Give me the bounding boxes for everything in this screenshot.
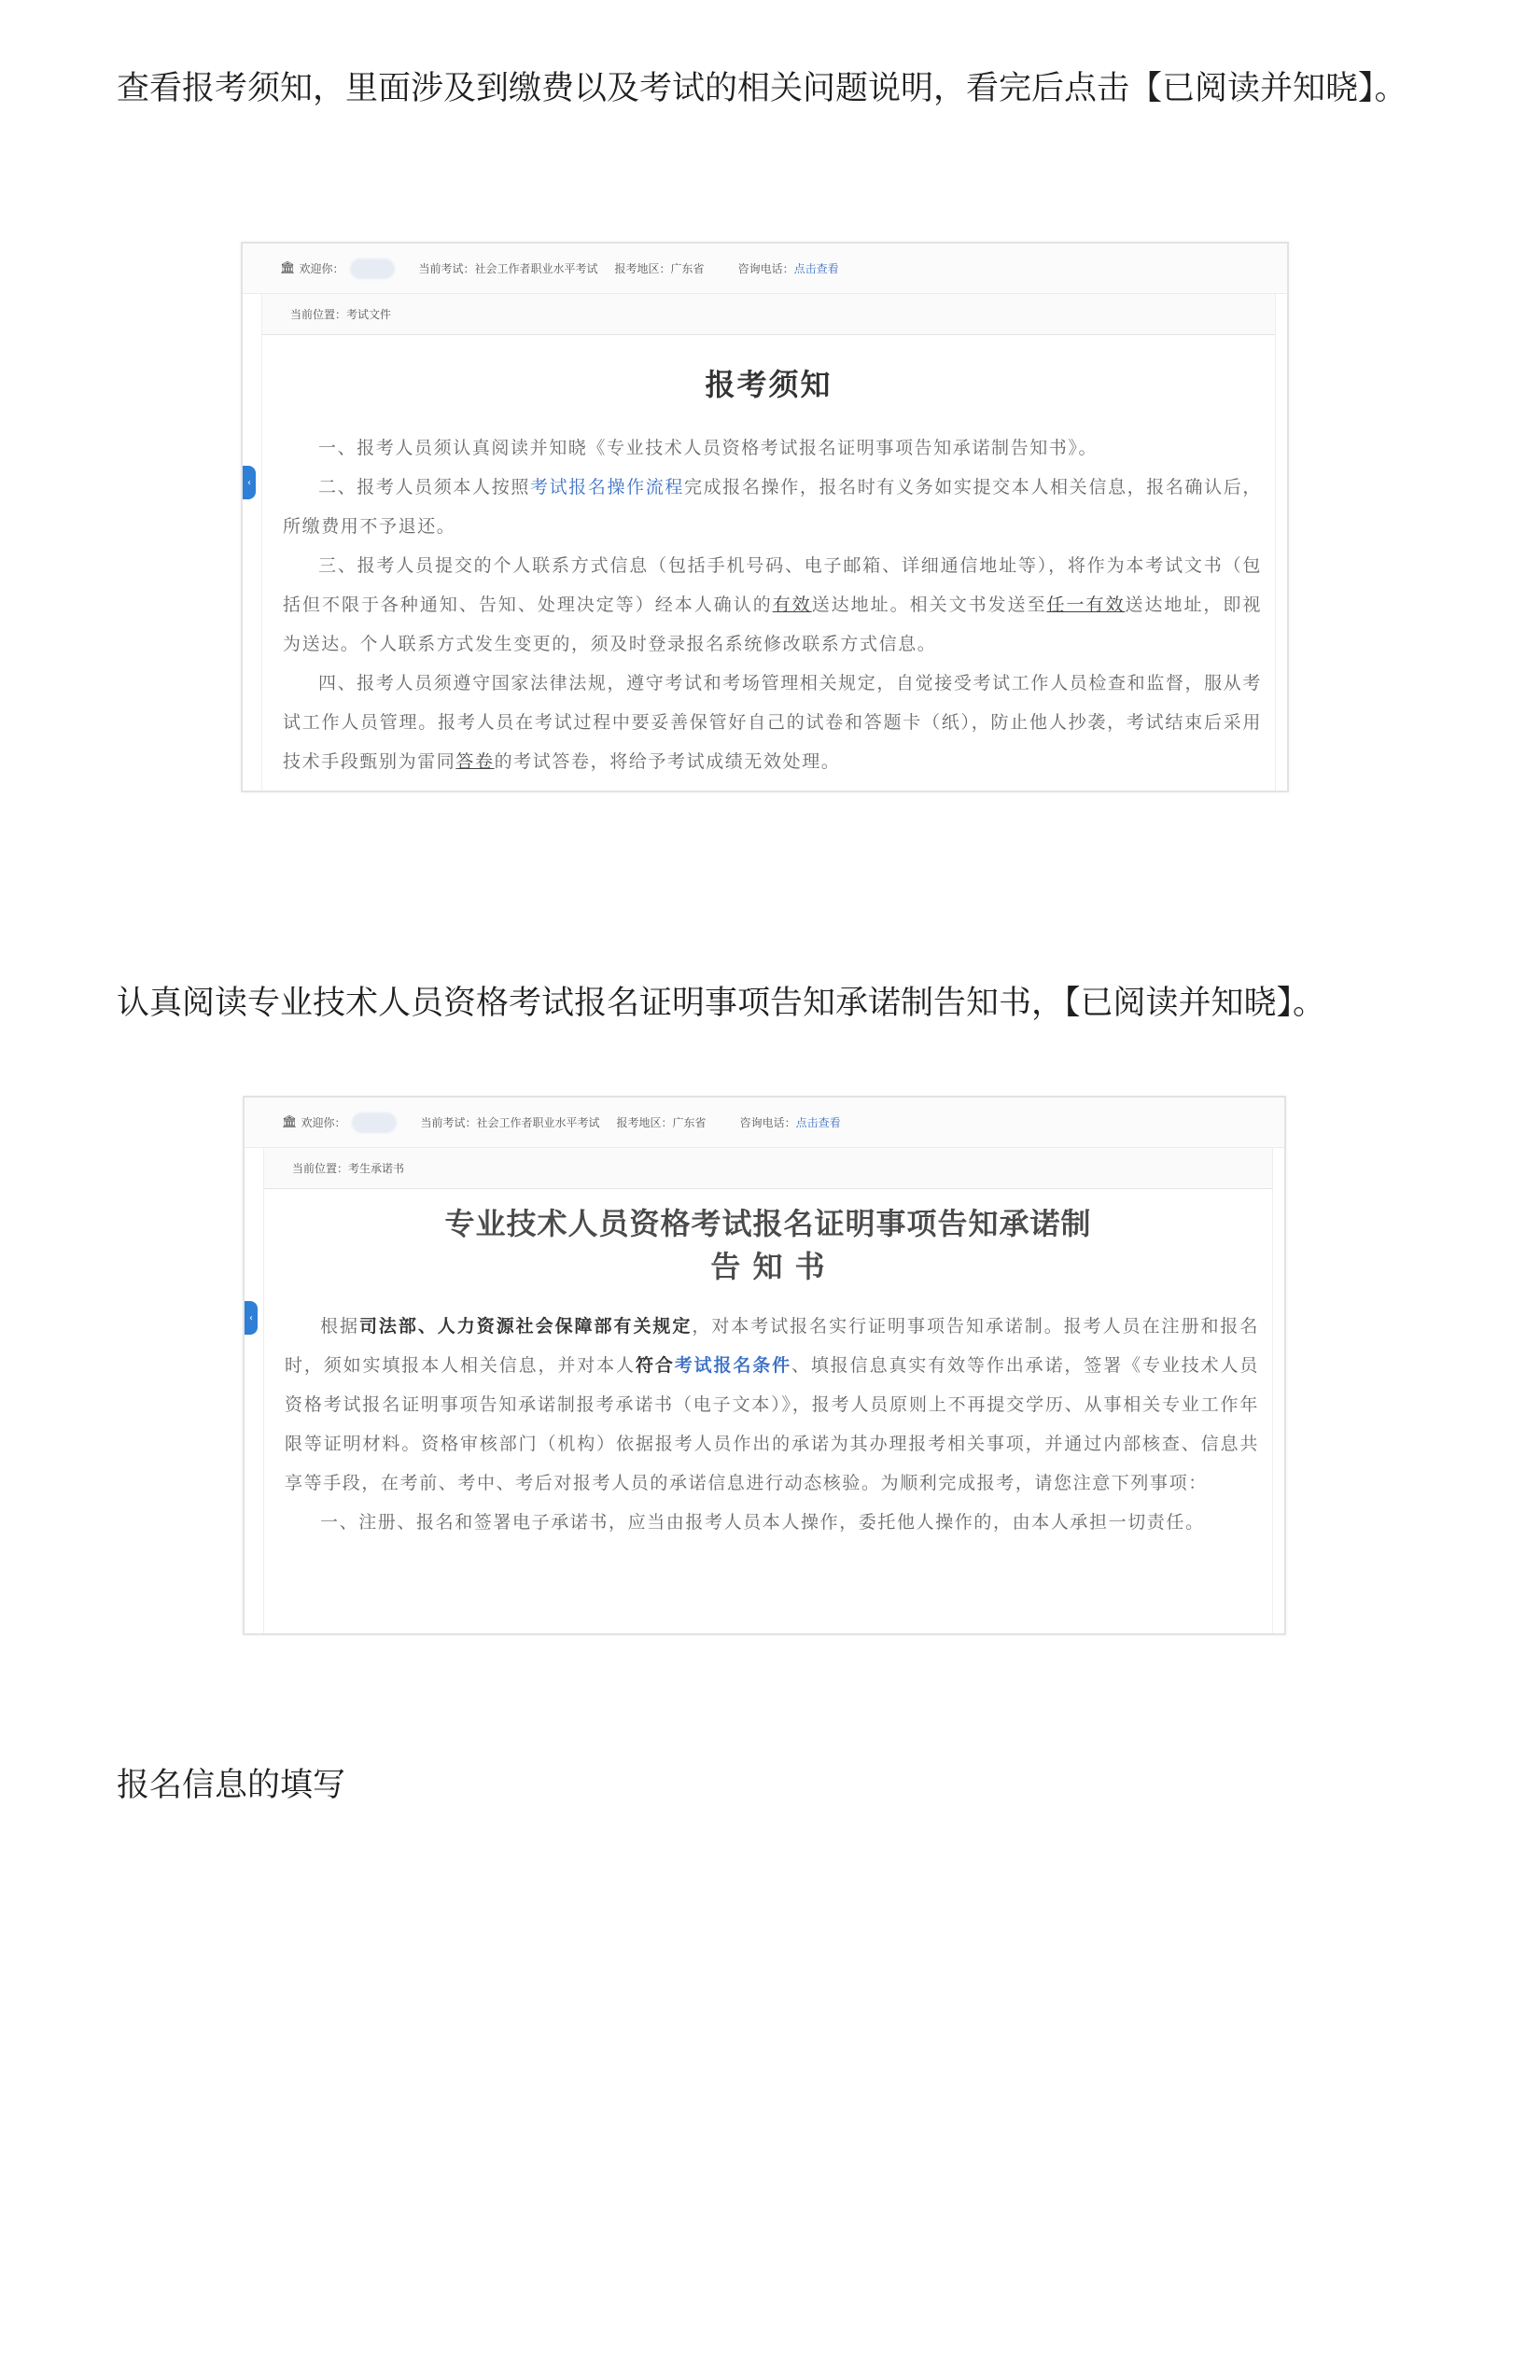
breadcrumb: 当前位置：考生承诺书: [264, 1148, 1272, 1189]
blurred-username: [350, 259, 395, 279]
top-bar: [245, 1098, 1284, 1148]
doc-title: 报考须知: [705, 367, 833, 402]
promise-screenshot: [243, 1096, 1286, 1635]
exam-region: 报考地区：广东省: [614, 262, 705, 275]
welcome-label: 欢迎你：: [299, 262, 344, 275]
blurred-username: [352, 1113, 397, 1133]
notice-screenshot: [241, 242, 1289, 792]
bank-icon: 🏛: [280, 261, 296, 275]
notice-item-3: 三、报考人员提交的个人联系方式信息（包括手机号码、电子邮箱、详细通信地址等），将作为本考试文书（包括但不限于各种通知、告知、处理决定等）经本人确认的有效送达地址。相关文书发送至任一有效送达地址，即视为送达。个人联系方式发生变更的，须及时登录报名系统修改联系方式信息。: [283, 555, 1263, 654]
promise-paragraph-2: 一、注册、报名和签署电子承诺书，应当由报考人员本人操作，委托他人操作的，由本人承担一切责任。: [320, 1512, 1205, 1533]
notice-item-4: 四、报考人员须遵守国家法律法规，遵守考试和考场管理相关规定，自觉接受考试工作人员检查和监督，服从考试工作人员管理。报考人员在考试过程中要妥善保管好自己的试卷和答题卡（纸），防止他人抄袭，考试结束后采用技术手段甄别为雷同答卷的考试答卷，将给予考试成绩无效处理。: [283, 673, 1262, 772]
content-panel: [261, 294, 1276, 791]
current-exam: 当前考试：社会工作者职业水平考试: [418, 262, 598, 275]
conditions-link[interactable]: 考试报名条件: [674, 1355, 792, 1376]
notice-body: [262, 428, 1275, 781]
side-toggle-icon[interactable]: ‹: [243, 466, 256, 499]
side-toggle-icon[interactable]: ‹: [245, 1301, 258, 1335]
notice-item-2: 二、报考人员须本人按照考试报名操作流程完成报名操作，报名时有义务如实提交本人相关信息，报名确认后，所缴费用不予退还。: [283, 477, 1262, 537]
content-panel: [263, 1148, 1273, 1633]
process-link[interactable]: 考试报名操作流程: [529, 477, 685, 497]
section-heading: 报名信息的填写: [117, 1767, 346, 1804]
intro-text: 查看报考须知，里面涉及到缴费以及考试的相关问题说明，看完后点击【已阅读并知晓】。: [117, 70, 1407, 107]
phone-link[interactable]: 点击查看: [793, 262, 839, 275]
doc-title: 专业技术人员资格考试报名证明事项告知承诺制 告 知 书: [444, 1206, 1092, 1284]
exam-region: 报考地区：广东省: [616, 1116, 707, 1129]
promise-text: 认真阅读专业技术人员资格考试报名证明事项告知承诺制告知书，【已阅读并知晓】。: [117, 985, 1326, 1022]
phone-label: 咨询电话：: [739, 1116, 796, 1129]
notice-item-1: 一、报考人员须认真阅读并知晓《专业技术人员资格考试报名证明事项告知承诺制告知书》。: [318, 438, 1099, 458]
current-exam: 当前考试：社会工作者职业水平考试: [420, 1116, 600, 1129]
bank-icon: 🏛: [282, 1115, 298, 1129]
breadcrumb: 当前位置：考试文件: [262, 294, 1275, 335]
phone-label: 咨询电话：: [737, 262, 794, 275]
welcome-label: 欢迎你：: [301, 1116, 346, 1129]
promise-paragraph-1: 根据司法部、人力资源社会保障部有关规定，对本考试报名实行证明事项告知承诺制。报考人员在注册和报名时，须如实填报本人相关信息，并对本人符合考试报名条件、填报信息真实有效等作出承诺，签署《专业技术人员资格考试报名证明事项告知承诺制报考承诺书（电子文本）》，报考人员原则上不再提交学历、从事相关专业工作年限等证明材料。资格审核部门（机构）依据报考人员作出的承诺为其办理报考相关事项，并通过内部核查、信息共享等手段，在考前、考中、考后对报考人员的承诺信息进行动态核验。为顺利完成报考，请您注意下列事项：: [285, 1316, 1260, 1493]
phone-link[interactable]: 点击查看: [795, 1116, 841, 1129]
promise-body: [264, 1307, 1272, 1542]
top-bar: [243, 244, 1287, 294]
